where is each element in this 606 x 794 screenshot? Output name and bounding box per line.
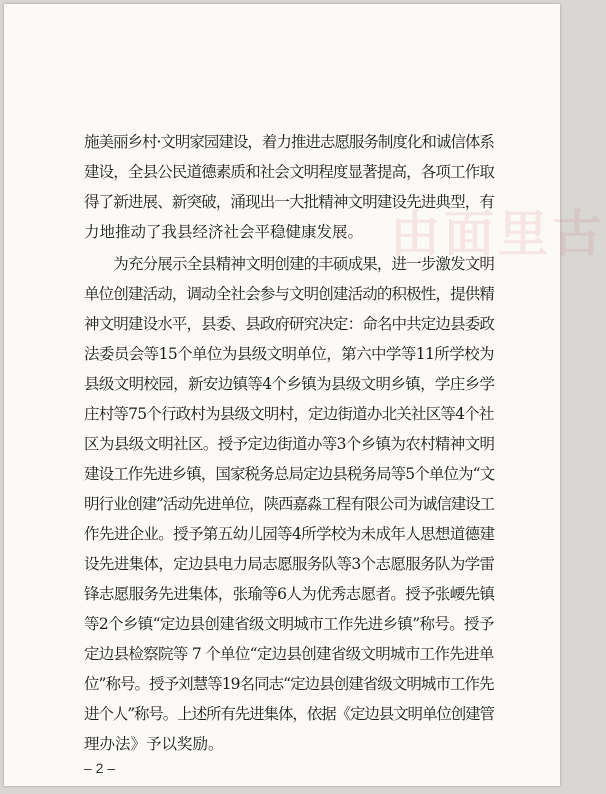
text-line: 力地推动了我县经济社会平稳健康发展。 bbox=[84, 223, 364, 241]
text-line: 等2个乡镇“定边县创建省级文明城市工作先进乡镇”称号。授予 bbox=[84, 615, 494, 633]
text-line: 得了新进展、新突破，涌现出一大批精神文明建设先进典型，有 bbox=[84, 193, 495, 211]
text-line: 单位创建活动，调动全社会参与文明创建活动的积极性，提供精 bbox=[84, 285, 495, 303]
text-line: 进个人”称号。上述所有先进集体，依据《定边县文明单位创建管 bbox=[84, 705, 494, 723]
text-line: 施美丽乡村·文明家园建设，着力推进志愿服务制度化和诚信体系 bbox=[84, 133, 494, 151]
text-line: 建设，全县公民道德素质和社会文明程度显著提高，各项工作取 bbox=[84, 163, 495, 181]
text-line: 明行业创建”活动先进单位，陕西嘉淼工程有限公司为诚信建设工 bbox=[84, 495, 494, 513]
text-line: 区为县级文明社区。授予定边街道办等3个乡镇为农村精神文明 bbox=[84, 435, 495, 453]
page-number: – 2 – bbox=[84, 760, 116, 776]
text-line: 理办法》予以奖励。 bbox=[84, 735, 224, 753]
text-line: 锋志愿服务先进集体，张瑜等6人为优秀志愿者。授予张崾先镇 bbox=[84, 585, 495, 603]
text-line: 定边县检察院等 7 个单位“定边县创建省级文明城市工作先进单 bbox=[84, 645, 494, 663]
text-line: 设先进集体，定边县电力局志愿服务队等3个志愿服务队为学雷 bbox=[84, 555, 495, 573]
text-line: 县级文明校园，新安边镇等4个乡镇为县级文明乡镇，学庄乡学 bbox=[84, 375, 495, 393]
bleed-through-red-heading: 由面里古 bbox=[390, 204, 606, 263]
text-line: 法委员会等15个单位为县级文明单位，第六中学等11所学校为 bbox=[84, 345, 494, 363]
text-line: 建设工作先进乡镇，国家税务总局定边县税务局等5个单位为“文 bbox=[84, 465, 495, 483]
text-line: 作先进企业。授予第五幼儿园等4所学校为未成年人思想道德建 bbox=[84, 525, 495, 543]
text-line: 庄村等75个行政村为县级文明村，定边街道办北关社区等4个社 bbox=[84, 405, 494, 423]
text-line: 神文明建设水平，县委、县政府研究决定：命名中共定边县委政 bbox=[84, 315, 495, 333]
text-line: 为充分展示全县精神文明创建的丰硕成果，进一步激发文明 bbox=[84, 255, 495, 273]
document-page bbox=[4, 4, 606, 786]
text-line: 位”称号。授予刘慧等19名同志“定边县创建省级文明城市工作先 bbox=[84, 675, 494, 693]
